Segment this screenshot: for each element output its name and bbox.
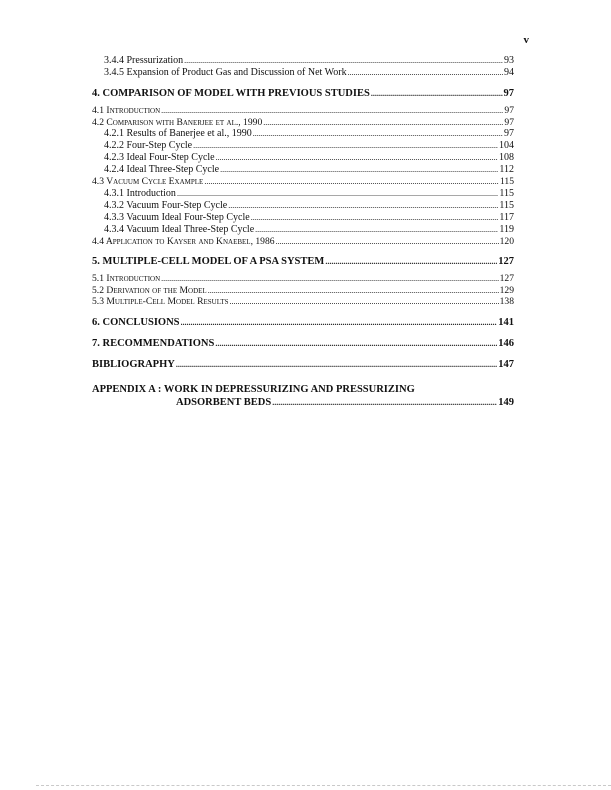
toc-entry-5 [92,255,514,268]
toc-entry-title: 6. CONCLUSIONS [92,316,180,328]
toc-entry-title: 4.4 Application to Kayser and Knaebel, 1986 [92,235,275,247]
toc-entry-title: 4.1 Introduction [92,105,161,116]
toc-entry-page-number: 115 [499,176,514,187]
toc-entry-4-3-2 [92,200,514,212]
toc-entry-page-number: 93 [504,55,514,66]
toc-entry-title: BIBLIOGRAPHY [92,358,175,370]
toc-entry-page-number: 112 [499,164,514,175]
toc-entry-page-number: 115 [499,187,514,199]
dot-leader [177,188,498,200]
page-number: v [523,34,529,46]
toc-entry-page-number: 120 [499,235,514,247]
toc-entry-4-3-1 [92,188,514,200]
toc-entry-title: 4.2.2 Four-Step Cycle [104,140,193,151]
toc-entry-4-2-4 [92,164,514,176]
toc-entry-4-3-4 [92,224,514,236]
toc-entry-title: 3.4.4 Pressurization [104,55,184,66]
toc-entry-title: 3.4.5 Expansion of Product Gas and Discussion of Net Work [104,67,347,78]
dot-leader [228,200,498,212]
dot-leader [255,224,498,236]
toc-entry-4 [92,87,514,100]
toc-entry-page-number: 147 [498,358,514,370]
dot-leader [184,55,503,67]
dot-leader [204,176,499,188]
toc-entry-page-number: 117 [499,211,514,223]
toc-entry-title: 4. COMPARISON OF MODEL WITH PREVIOUS STUDIES [92,88,370,99]
dot-leader [253,128,503,140]
toc-appendix-a [92,383,514,410]
toc-entry-4-3 [92,176,514,188]
toc-entry-5-1 [92,273,514,285]
toc-entry-4-2-3 [92,152,514,164]
toc-entry-page-number: 127 [499,273,514,284]
toc-entry-5-3 [92,296,514,308]
dot-leader [161,105,503,117]
dot-leader [251,212,499,224]
toc-entry-page-number: 97 [504,116,514,128]
toc-entry-page-number: 94 [504,67,514,78]
toc-entry-page-number: 129 [499,284,514,296]
toc-entry-4-4 [92,236,514,248]
toc-entry-title: 4.3.3 Vacuum Ideal Four-Step Cycle [104,211,250,223]
toc-entry-title: 4.2.3 Ideal Four-Step Cycle [104,152,215,163]
toc-entry-page-number: 97 [504,105,514,116]
toc-entry-3-4-4 [92,55,514,67]
toc-entry-title: 4.2.4 Ideal Three-Step Cycle [104,164,220,175]
toc-entry-title: 4.3.1 Introduction [104,187,176,199]
toc-entry-page-number: 119 [499,223,514,235]
toc-entry-title: 5. MULTIPLE-CELL MODEL OF A PSA SYSTEM [92,256,325,267]
dot-leader [216,152,498,164]
appendix-title-line2-row [92,396,514,410]
toc-entry-page-number: 115 [499,199,514,211]
toc-entry-page-number: 146 [498,337,514,349]
dot-leader [181,316,498,329]
dot-leader [272,396,497,410]
toc-entry-page-number: 138 [499,296,514,307]
toc-entry-title: 5.1 Introduction [92,273,161,284]
toc-entry-5-2 [92,285,514,297]
dot-leader [208,285,499,297]
toc-entry-bib [92,358,514,371]
toc-entry-title: 4.3.4 Vacuum Ideal Three-Step Cycle [104,223,255,235]
dot-leader [193,140,498,152]
toc-entry-title: 4.2.1 Results of Banerjee et al., 1990 [104,128,252,139]
dot-leader [348,67,503,79]
dot-leader [161,273,498,285]
toc-entry-4-3-3 [92,212,514,224]
table-of-contents [92,55,514,410]
toc-entry-page-number: 141 [498,316,514,328]
toc-entry-title: 4.2 Comparison with Banerjee et al., 1990 [92,116,263,128]
dot-leader [371,87,503,100]
toc-entry-4-2-2 [92,140,514,152]
toc-entry-4-2 [92,117,514,129]
dot-leader [176,358,497,371]
toc-entry-title: 4.3.2 Vacuum Four-Step Cycle [104,199,228,211]
toc-entry-title: 5.3 Multiple-Cell Model Results [92,296,229,307]
toc-entry-page-number: 104 [499,140,514,151]
toc-entry-page-number: 127 [498,256,514,267]
toc-entry-title: 7. RECOMMENDATIONS [92,337,215,349]
toc-entry-title: 5.2 Derivation of the Model [92,284,207,296]
appendix-title-line2: ADSORBENT BEDS [176,397,272,408]
toc-entry-page-number: 97 [503,88,514,99]
toc-entry-title: 4.3 Vacuum Cycle Example [92,176,204,187]
dot-leader [263,117,503,129]
dot-leader [276,236,499,248]
appendix-title-line1: APPENDIX A : WORK IN DEPRESSURIZING AND PRESSURIZING [92,383,415,395]
appendix-page-number: 149 [498,397,514,408]
toc-entry-7 [92,337,514,350]
dot-leader [220,164,498,176]
toc-entry-4-2-1 [92,128,514,140]
dot-leader [325,255,497,268]
toc-entry-6 [92,316,514,329]
toc-entries [92,55,514,371]
toc-entry-page-number: 97 [504,128,514,139]
dot-leader [215,337,497,350]
scan-edge-line [36,785,611,786]
dot-leader [230,296,499,308]
toc-entry-4-1 [92,105,514,117]
toc-entry-page-number: 108 [499,152,514,163]
toc-entry-3-4-5 [92,67,514,79]
